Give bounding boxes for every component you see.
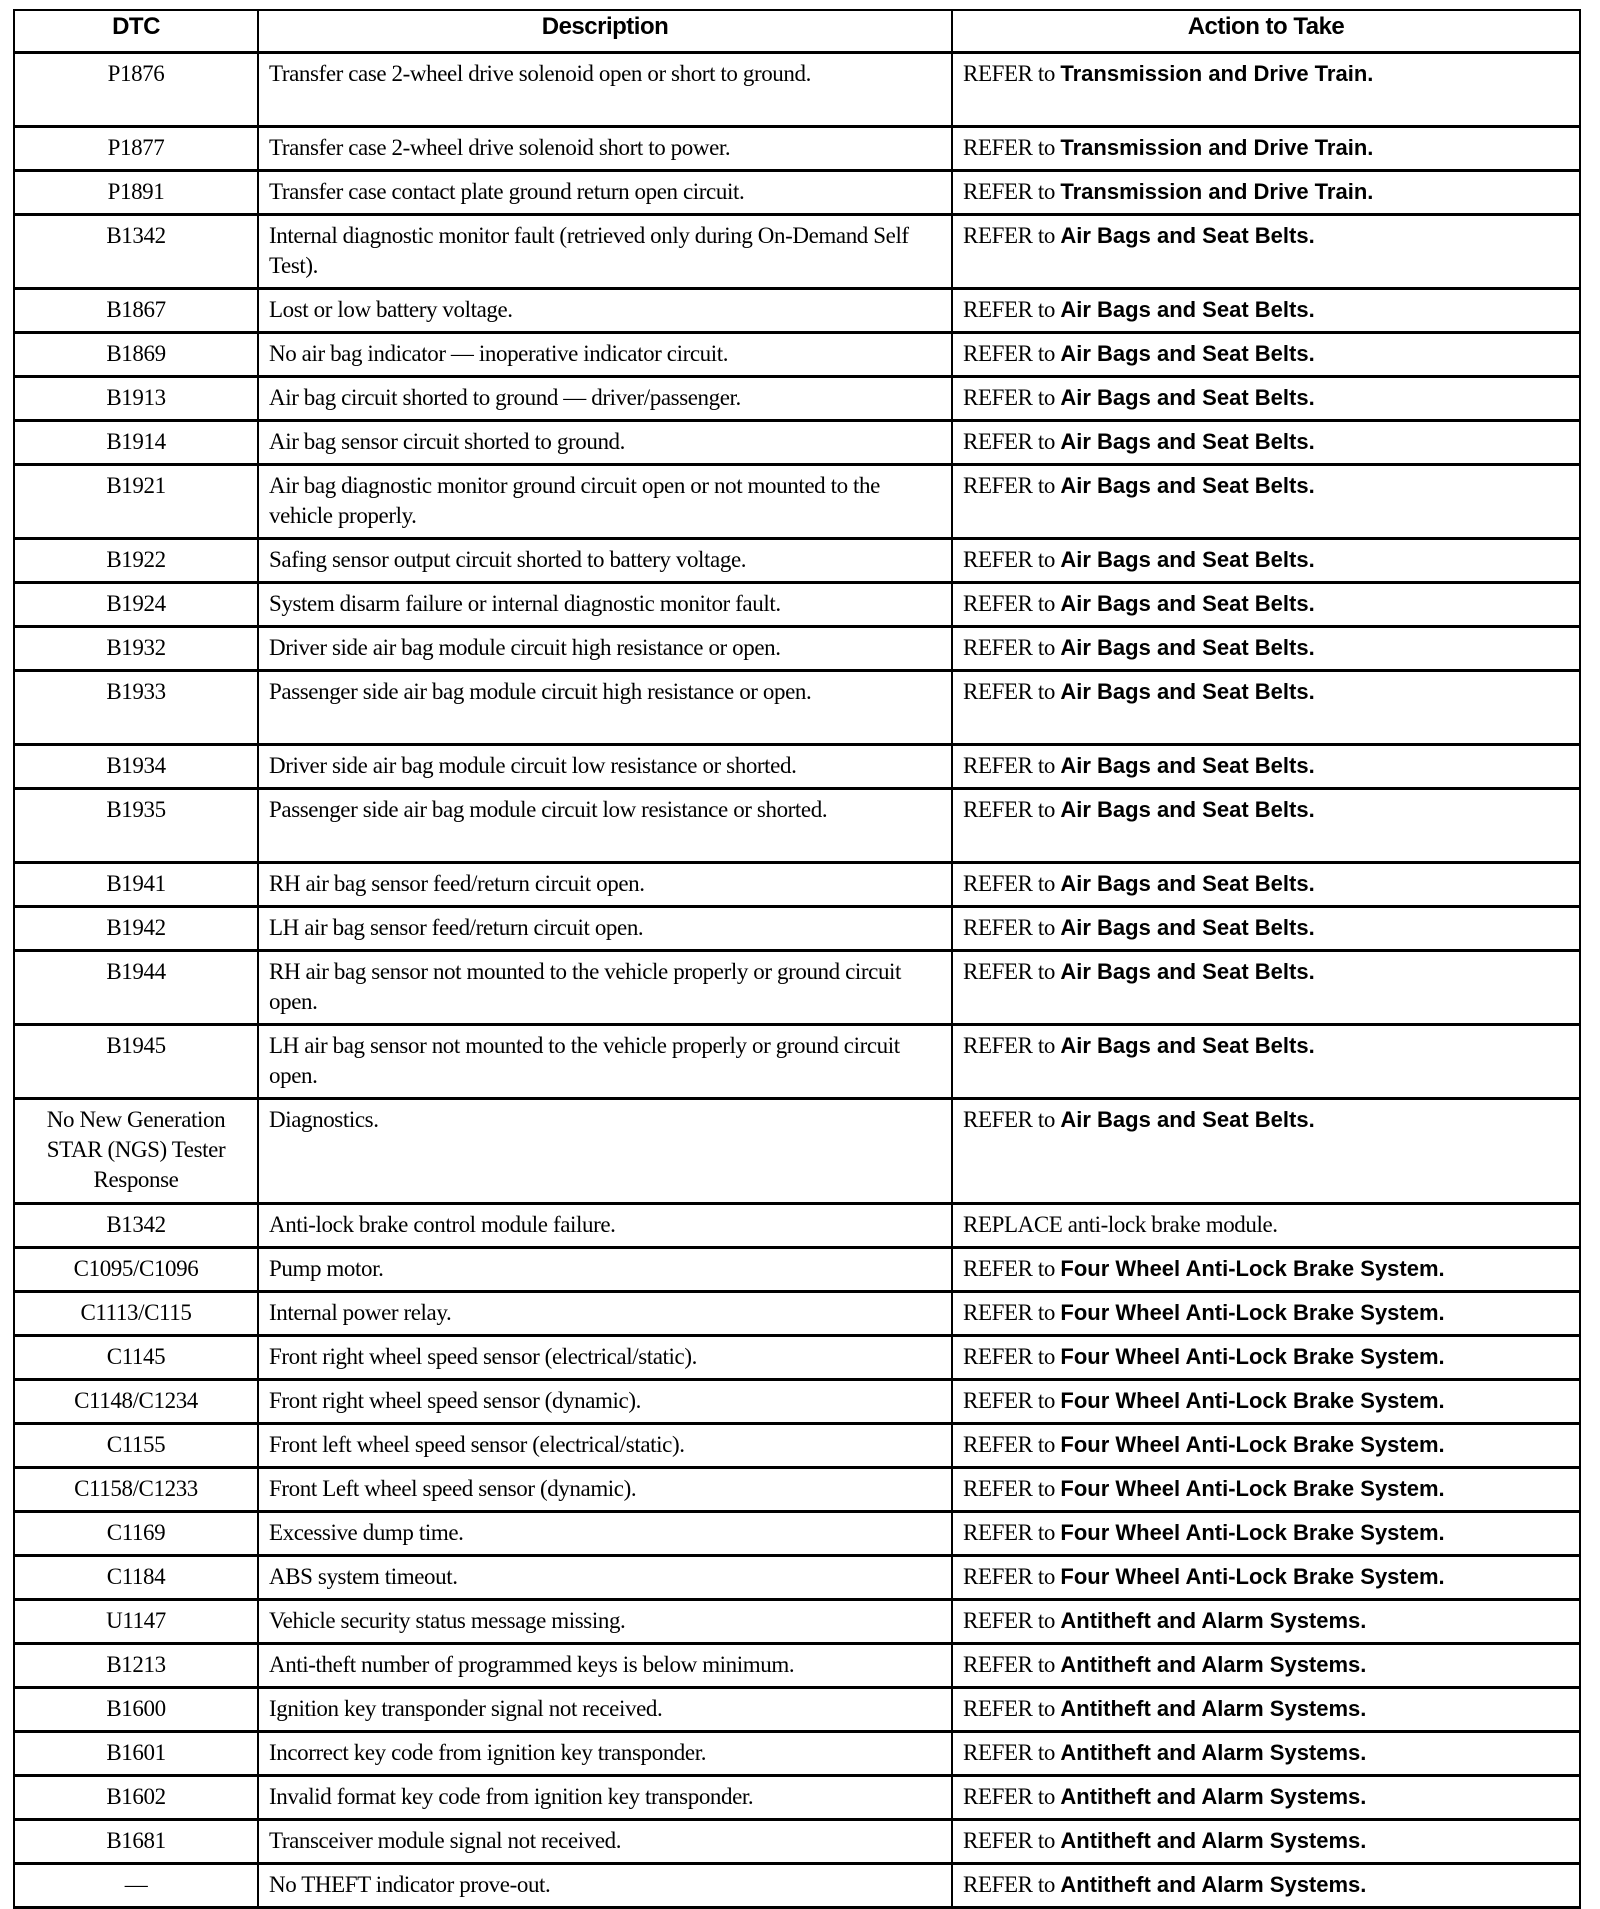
description-cell: Internal diagnostic monitor fault (retrieved only during On-Demand Self Test). xyxy=(258,215,952,289)
description-cell: Anti-lock brake control module failure. xyxy=(258,1204,952,1248)
table-row xyxy=(14,1732,1580,1776)
action-prefix: REFER to xyxy=(963,1520,1056,1545)
table-row xyxy=(14,171,1580,215)
action-prefix: REFER to xyxy=(963,679,1056,704)
action-target: Antitheft and Alarm Systems. xyxy=(1060,1652,1367,1677)
action-target: Air Bags and Seat Belts. xyxy=(1060,635,1315,660)
action-prefix: REFER to xyxy=(963,473,1056,498)
dtc-cell: C1145 xyxy=(14,1336,258,1380)
dtc-cell: B1867 xyxy=(14,289,258,333)
description-cell: Safing sensor output circuit shorted to battery voltage. xyxy=(258,539,952,583)
table-row xyxy=(14,1204,1580,1248)
dtc-cell: B1924 xyxy=(14,583,258,627)
description-cell: Diagnostics. xyxy=(258,1099,952,1204)
action-target: Air Bags and Seat Belts. xyxy=(1060,341,1315,366)
table-row xyxy=(14,1025,1580,1099)
table-row xyxy=(14,627,1580,671)
table-row xyxy=(14,421,1580,465)
description-cell: Lost or low battery voltage. xyxy=(258,289,952,333)
dtc-cell: B1681 xyxy=(14,1820,258,1864)
description-cell: Invalid format key code from ignition key transponder. xyxy=(258,1776,952,1820)
table-row xyxy=(14,863,1580,907)
dtc-cell: B1944 xyxy=(14,951,258,1025)
dtc-cell: No New Generation STAR (NGS) Tester Response xyxy=(14,1099,258,1204)
action-prefix: REFER to xyxy=(963,1608,1056,1633)
dtc-cell: — xyxy=(14,1864,258,1908)
description-cell: Anti-theft number of programmed keys is below minimum. xyxy=(258,1644,952,1688)
action-cell xyxy=(952,377,1580,421)
action-target: Transmission and Drive Train. xyxy=(1060,179,1374,204)
action-cell xyxy=(952,1468,1580,1512)
table-row xyxy=(14,127,1580,171)
action-target: Antitheft and Alarm Systems. xyxy=(1060,1740,1367,1765)
dtc-cell: B1342 xyxy=(14,1204,258,1248)
action-cell xyxy=(952,951,1580,1025)
description-cell: Vehicle security status message missing. xyxy=(258,1600,952,1644)
description-cell: Excessive dump time. xyxy=(258,1512,952,1556)
dtc-cell: B1213 xyxy=(14,1644,258,1688)
table-row xyxy=(14,1820,1580,1864)
description-cell: Transfer case 2-wheel drive solenoid short to power. xyxy=(258,127,952,171)
action-prefix: REFER to xyxy=(963,797,1056,822)
dtc-cell: B1922 xyxy=(14,539,258,583)
description-cell: Transfer case 2-wheel drive solenoid open or short to ground. xyxy=(258,53,952,127)
dtc-cell: B1602 xyxy=(14,1776,258,1820)
action-cell xyxy=(952,1424,1580,1468)
description-cell: Incorrect key code from ignition key transponder. xyxy=(258,1732,952,1776)
action-target: Four Wheel Anti-Lock Brake System. xyxy=(1060,1388,1445,1413)
dtc-cell: C1184 xyxy=(14,1556,258,1600)
description-cell: Driver side air bag module circuit low resistance or shorted. xyxy=(258,745,952,789)
action-target: Transmission and Drive Train. xyxy=(1060,135,1374,160)
action-target: Air Bags and Seat Belts. xyxy=(1060,679,1315,704)
dtc-cell: C1155 xyxy=(14,1424,258,1468)
table-row xyxy=(14,377,1580,421)
action-cell xyxy=(952,1820,1580,1864)
dtc-cell: P1876 xyxy=(14,53,258,127)
description-cell: ABS system timeout. xyxy=(258,1556,952,1600)
action-cell xyxy=(952,1204,1580,1248)
action-cell xyxy=(952,1556,1580,1600)
action-cell xyxy=(952,1292,1580,1336)
table-row xyxy=(14,583,1580,627)
action-prefix: REFER to xyxy=(963,635,1056,660)
table-row xyxy=(14,1099,1580,1204)
description-cell: Air bag diagnostic monitor ground circuit open or not mounted to the vehicle properly. xyxy=(258,465,952,539)
description-cell: Front right wheel speed sensor (electrical/static). xyxy=(258,1336,952,1380)
dtc-cell: B1921 xyxy=(14,465,258,539)
header-dtc: DTC xyxy=(14,10,258,53)
action-cell xyxy=(952,1776,1580,1820)
action-target: Air Bags and Seat Belts. xyxy=(1060,1107,1315,1132)
action-cell xyxy=(952,421,1580,465)
dtc-cell: B1600 xyxy=(14,1688,258,1732)
table-row xyxy=(14,907,1580,951)
description-cell: No THEFT indicator prove-out. xyxy=(258,1864,952,1908)
dtc-cell: U1147 xyxy=(14,1600,258,1644)
description-cell: System disarm failure or internal diagnostic monitor fault. xyxy=(258,583,952,627)
action-cell xyxy=(952,465,1580,539)
table-row xyxy=(14,1380,1580,1424)
description-cell: Driver side air bag module circuit high resistance or open. xyxy=(258,627,952,671)
table-row xyxy=(14,1776,1580,1820)
action-prefix: REPLACE anti-lock brake module. xyxy=(963,1212,1278,1237)
action-target: Transmission and Drive Train. xyxy=(1060,61,1374,86)
description-cell: Front right wheel speed sensor (dynamic). xyxy=(258,1380,952,1424)
action-target: Antitheft and Alarm Systems. xyxy=(1060,1828,1367,1853)
action-prefix: REFER to xyxy=(963,915,1056,940)
action-target: Air Bags and Seat Belts. xyxy=(1060,547,1315,572)
action-prefix: REFER to xyxy=(963,1388,1056,1413)
action-prefix: REFER to xyxy=(963,1432,1056,1457)
action-prefix: REFER to xyxy=(963,341,1056,366)
dtc-cell: P1891 xyxy=(14,171,258,215)
description-cell: LH air bag sensor not mounted to the vehicle properly or ground circuit open. xyxy=(258,1025,952,1099)
action-cell xyxy=(952,789,1580,863)
action-prefix: REFER to xyxy=(963,1300,1056,1325)
table-row xyxy=(14,465,1580,539)
action-target: Air Bags and Seat Belts. xyxy=(1060,959,1315,984)
action-target: Air Bags and Seat Belts. xyxy=(1060,223,1315,248)
action-target: Antitheft and Alarm Systems. xyxy=(1060,1784,1367,1809)
action-prefix: REFER to xyxy=(963,1107,1056,1132)
description-cell: No air bag indicator — inoperative indicator circuit. xyxy=(258,333,952,377)
dtc-cell: C1158/C1233 xyxy=(14,1468,258,1512)
action-prefix: REFER to xyxy=(963,1564,1056,1589)
action-cell xyxy=(952,289,1580,333)
action-target: Air Bags and Seat Belts. xyxy=(1060,591,1315,616)
table-row xyxy=(14,289,1580,333)
action-cell xyxy=(952,627,1580,671)
table-row xyxy=(14,671,1580,745)
dtc-cell: C1095/C1096 xyxy=(14,1248,258,1292)
action-cell xyxy=(952,539,1580,583)
table-row xyxy=(14,1292,1580,1336)
action-prefix: REFER to xyxy=(963,1872,1056,1897)
table-row xyxy=(14,1248,1580,1292)
description-cell: RH air bag sensor feed/return circuit open. xyxy=(258,863,952,907)
description-cell: Ignition key transponder signal not received. xyxy=(258,1688,952,1732)
table-row xyxy=(14,1424,1580,1468)
dtc-cell: B1869 xyxy=(14,333,258,377)
action-target: Air Bags and Seat Belts. xyxy=(1060,385,1315,410)
dtc-cell: B1935 xyxy=(14,789,258,863)
action-target: Air Bags and Seat Belts. xyxy=(1060,871,1315,896)
action-prefix: REFER to xyxy=(963,1740,1056,1765)
action-cell xyxy=(952,583,1580,627)
table-row xyxy=(14,53,1580,127)
description-cell: Air bag circuit shorted to ground — driver/passenger. xyxy=(258,377,952,421)
dtc-cell: B1945 xyxy=(14,1025,258,1099)
dtc-cell: C1113/C115 xyxy=(14,1292,258,1336)
action-target: Four Wheel Anti-Lock Brake System. xyxy=(1060,1476,1445,1501)
header-row xyxy=(14,10,1580,53)
description-cell: Air bag sensor circuit shorted to ground. xyxy=(258,421,952,465)
table-row xyxy=(14,1644,1580,1688)
action-cell xyxy=(952,671,1580,745)
action-prefix: REFER to xyxy=(963,61,1056,86)
action-target: Air Bags and Seat Belts. xyxy=(1060,753,1315,778)
table-row xyxy=(14,1600,1580,1644)
table-row xyxy=(14,1336,1580,1380)
action-cell xyxy=(952,333,1580,377)
action-target: Four Wheel Anti-Lock Brake System. xyxy=(1060,1300,1445,1325)
dtc-cell: B1932 xyxy=(14,627,258,671)
description-cell: Passenger side air bag module circuit low resistance or shorted. xyxy=(258,789,952,863)
description-cell: Front left wheel speed sensor (electrical/static). xyxy=(258,1424,952,1468)
action-target: Four Wheel Anti-Lock Brake System. xyxy=(1060,1432,1445,1457)
dtc-cell: C1148/C1234 xyxy=(14,1380,258,1424)
header-action: Action to Take xyxy=(952,10,1580,53)
dtc-cell: C1169 xyxy=(14,1512,258,1556)
table-row xyxy=(14,789,1580,863)
action-prefix: REFER to xyxy=(963,1256,1056,1281)
dtc-cell: B1342 xyxy=(14,215,258,289)
action-prefix: REFER to xyxy=(963,1344,1056,1369)
action-cell xyxy=(952,1099,1580,1204)
action-cell xyxy=(952,907,1580,951)
action-target: Four Wheel Anti-Lock Brake System. xyxy=(1060,1520,1445,1545)
action-cell xyxy=(952,863,1580,907)
action-prefix: REFER to xyxy=(963,429,1056,454)
action-prefix: REFER to xyxy=(963,1784,1056,1809)
action-prefix: REFER to xyxy=(963,1033,1056,1058)
action-cell xyxy=(952,1380,1580,1424)
action-cell xyxy=(952,745,1580,789)
action-cell xyxy=(952,1732,1580,1776)
action-target: Air Bags and Seat Belts. xyxy=(1060,297,1315,322)
action-target: Antitheft and Alarm Systems. xyxy=(1060,1608,1367,1633)
description-cell: Passenger side air bag module circuit high resistance or open. xyxy=(258,671,952,745)
action-prefix: REFER to xyxy=(963,1828,1056,1853)
table-row xyxy=(14,333,1580,377)
action-cell xyxy=(952,1644,1580,1688)
action-target: Antitheft and Alarm Systems. xyxy=(1060,1872,1367,1897)
table-row xyxy=(14,951,1580,1025)
action-cell xyxy=(952,1336,1580,1380)
description-cell: Transceiver module signal not received. xyxy=(258,1820,952,1864)
table-row xyxy=(14,1512,1580,1556)
action-cell xyxy=(952,1248,1580,1292)
dtc-cell: B1942 xyxy=(14,907,258,951)
action-prefix: REFER to xyxy=(963,591,1056,616)
action-target: Air Bags and Seat Belts. xyxy=(1060,473,1315,498)
dtc-cell: B1601 xyxy=(14,1732,258,1776)
description-cell: Internal power relay. xyxy=(258,1292,952,1336)
action-prefix: REFER to xyxy=(963,135,1056,160)
action-target: Air Bags and Seat Belts. xyxy=(1060,429,1315,454)
action-cell xyxy=(952,53,1580,127)
table-row xyxy=(14,539,1580,583)
table-body xyxy=(14,53,1580,1908)
action-cell xyxy=(952,171,1580,215)
dtc-cell: B1913 xyxy=(14,377,258,421)
action-target: Antitheft and Alarm Systems. xyxy=(1060,1696,1367,1721)
description-cell: RH air bag sensor not mounted to the vehicle properly or ground circuit open. xyxy=(258,951,952,1025)
action-cell xyxy=(952,1025,1580,1099)
action-prefix: REFER to xyxy=(963,179,1056,204)
action-cell xyxy=(952,1688,1580,1732)
table-row xyxy=(14,1556,1580,1600)
action-target: Four Wheel Anti-Lock Brake System. xyxy=(1060,1256,1445,1281)
table-row xyxy=(14,215,1580,289)
action-prefix: REFER to xyxy=(963,1696,1056,1721)
dtc-cell: B1933 xyxy=(14,671,258,745)
table-row xyxy=(14,1864,1580,1908)
description-cell: LH air bag sensor feed/return circuit open. xyxy=(258,907,952,951)
description-cell: Front Left wheel speed sensor (dynamic). xyxy=(258,1468,952,1512)
table-row xyxy=(14,1468,1580,1512)
action-target: Air Bags and Seat Belts. xyxy=(1060,1033,1315,1058)
dtc-cell: B1914 xyxy=(14,421,258,465)
action-prefix: REFER to xyxy=(963,223,1056,248)
action-cell xyxy=(952,1512,1580,1556)
action-prefix: REFER to xyxy=(963,753,1056,778)
header-description: Description xyxy=(258,10,952,53)
dtc-table xyxy=(13,9,1581,1909)
action-cell xyxy=(952,215,1580,289)
table-row xyxy=(14,1688,1580,1732)
action-prefix: REFER to xyxy=(963,297,1056,322)
action-prefix: REFER to xyxy=(963,547,1056,572)
table-row xyxy=(14,745,1580,789)
action-target: Four Wheel Anti-Lock Brake System. xyxy=(1060,1344,1445,1369)
action-target: Four Wheel Anti-Lock Brake System. xyxy=(1060,1564,1445,1589)
action-prefix: REFER to xyxy=(963,871,1056,896)
action-target: Air Bags and Seat Belts. xyxy=(1060,915,1315,940)
action-cell xyxy=(952,1600,1580,1644)
action-prefix: REFER to xyxy=(963,1652,1056,1677)
action-cell xyxy=(952,127,1580,171)
action-target: Air Bags and Seat Belts. xyxy=(1060,797,1315,822)
dtc-cell: B1934 xyxy=(14,745,258,789)
dtc-cell: B1941 xyxy=(14,863,258,907)
action-prefix: REFER to xyxy=(963,959,1056,984)
action-prefix: REFER to xyxy=(963,385,1056,410)
action-prefix: REFER to xyxy=(963,1476,1056,1501)
description-cell: Transfer case contact plate ground return open circuit. xyxy=(258,171,952,215)
action-cell xyxy=(952,1864,1580,1908)
dtc-cell: P1877 xyxy=(14,127,258,171)
description-cell: Pump motor. xyxy=(258,1248,952,1292)
